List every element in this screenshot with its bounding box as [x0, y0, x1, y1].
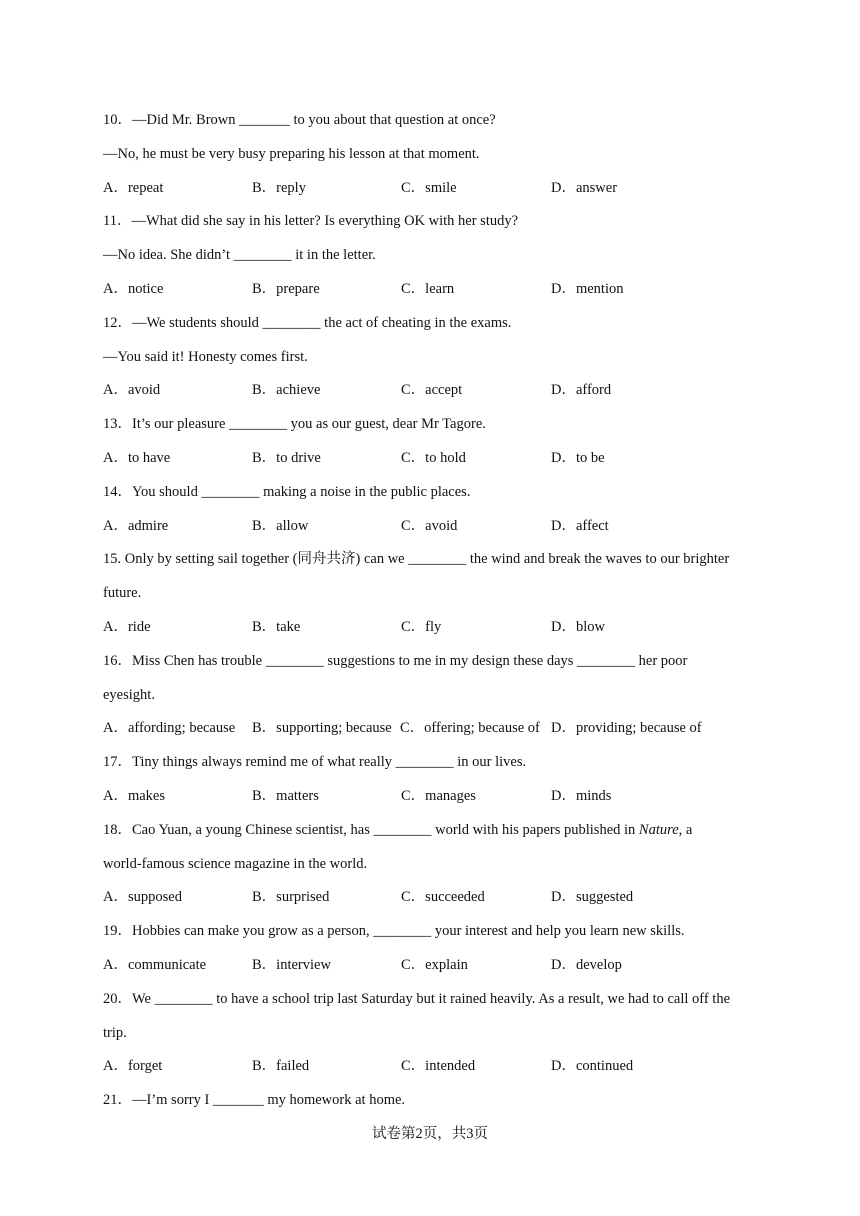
option-a: A．makes [103, 787, 166, 804]
question-16-line-2: eyesight. [103, 686, 155, 703]
question-12-line-1: 12．—We students should ________ the act of cheating in the exams. [103, 314, 512, 331]
option-d: D．continued [551, 1058, 634, 1075]
question-14-options [103, 514, 763, 548]
option-b: B．take [252, 618, 301, 635]
option-a: A．communicate [103, 956, 207, 973]
question-20-line-1: 20．We ________ to have a school trip last Saturday but it rained heavily. As a result, we had to call off the [103, 990, 731, 1007]
question-11-line-2: —No idea. She didn’t ________ it in the letter. [103, 247, 376, 264]
option-b: B．to drive [252, 449, 321, 466]
question-10-line-1: 10．—Did Mr. Brown _______ to you about that question at once? [103, 112, 496, 128]
question-17-line-1: 17．Tiny things always remind me of what really ________ in our lives. [103, 754, 527, 771]
magazine-title: Nature [638, 821, 679, 838]
question-16-line-1: 16．Miss Chen has trouble ________ suggestions to me in my design these days ________ her poor [103, 652, 688, 669]
option-a: A．supposed [103, 889, 182, 906]
question-19-line-1: 19．Hobbies can make you grow as a person, ________ your interest and help you learn new skills. [103, 923, 685, 940]
question-12-options [103, 378, 763, 412]
option-b: B．achieve [252, 382, 321, 399]
question-12-line-2: —You said it! Honesty comes first. [103, 348, 308, 365]
question-10-line-2: —No, he must be very busy preparing his lesson at that moment. [103, 145, 480, 162]
question-17-options [103, 784, 763, 818]
question-14-line-1: 14．You should ________ making a noise in the public places. [103, 483, 471, 500]
question-11-line-1: 11．—What did she say in his letter? Is everything OK with her study? [103, 213, 519, 230]
question-13-options [103, 446, 763, 480]
page-footer: 试卷第2页，共3页 [372, 1126, 488, 1142]
question-19-options [103, 953, 763, 987]
option-c: C．to hold [401, 449, 466, 466]
question-21-line-1: 21．—I’m sorry I _______ my homework at home. [103, 1092, 406, 1109]
question-13-line-1: 13．It’s our pleasure ________ you as our guest, dear Mr Tagore. [103, 416, 486, 433]
option-c: C．intended [401, 1058, 476, 1075]
option-d: D．to be [551, 449, 605, 466]
option-b: B．reply [252, 179, 306, 196]
option-d: D．mention [551, 280, 624, 297]
option-a: A．notice [103, 280, 164, 297]
option-d: D．affect [551, 517, 609, 534]
option-a: A．repeat [103, 179, 164, 196]
option-c: C．succeeded [401, 889, 485, 906]
option-c: C．learn [401, 280, 455, 297]
option-b: B．surprised [252, 889, 330, 906]
option-a: A．admire [103, 517, 169, 534]
option-c: C．offering; because of [400, 720, 540, 737]
option-c: C．fly [401, 618, 442, 635]
option-a: A．ride [103, 618, 151, 635]
option-c: C．accept [401, 382, 463, 399]
question-18-text-before: 18．Cao Yuan, a young Chinese scientist, has ________ world with his papers published in [103, 821, 639, 838]
option-c: C．explain [401, 956, 468, 973]
option-a: A．affording; because [103, 720, 236, 737]
question-20-options [103, 1054, 763, 1088]
option-b: B．interview [252, 956, 331, 973]
question-18-line-2: world-famous science magazine in the world. [103, 855, 368, 872]
option-a: A．avoid [103, 382, 161, 399]
option-c: C．manages [401, 787, 476, 804]
option-d: D．providing; because of [551, 720, 702, 737]
option-a: A．to have [103, 449, 171, 466]
option-a: A．forget [103, 1058, 163, 1075]
question-15-line-2: future. [103, 585, 142, 602]
option-b: B．allow [252, 517, 309, 534]
option-b: B．matters [252, 787, 319, 804]
question-list [103, 108, 763, 1122]
question-15-line-1: 15. Only by setting sail together (同舟共济) can we ________ the wind and break the waves to our brighter [103, 551, 730, 568]
option-d: D．develop [551, 956, 622, 973]
option-c: C．avoid [401, 517, 458, 534]
option-b: B．supporting; because [252, 720, 392, 737]
option-c: C．smile [401, 179, 457, 196]
option-d: D．minds [551, 787, 612, 804]
question-11-options [103, 277, 763, 311]
question-10-options [103, 176, 763, 210]
question-15-options [103, 615, 763, 649]
question-18-options [103, 885, 763, 919]
question-16-options [103, 716, 763, 750]
option-d: D．suggested [551, 889, 634, 906]
question-20-line-2: trip. [103, 1024, 127, 1041]
option-d: D．afford [551, 382, 612, 399]
option-b: B．failed [252, 1058, 310, 1075]
option-b: B．prepare [252, 280, 320, 297]
option-d: D．blow [551, 618, 605, 635]
option-d: D．answer [551, 179, 618, 196]
question-18-text-after: , a [678, 821, 693, 838]
question-18-line-1 [103, 818, 763, 852]
